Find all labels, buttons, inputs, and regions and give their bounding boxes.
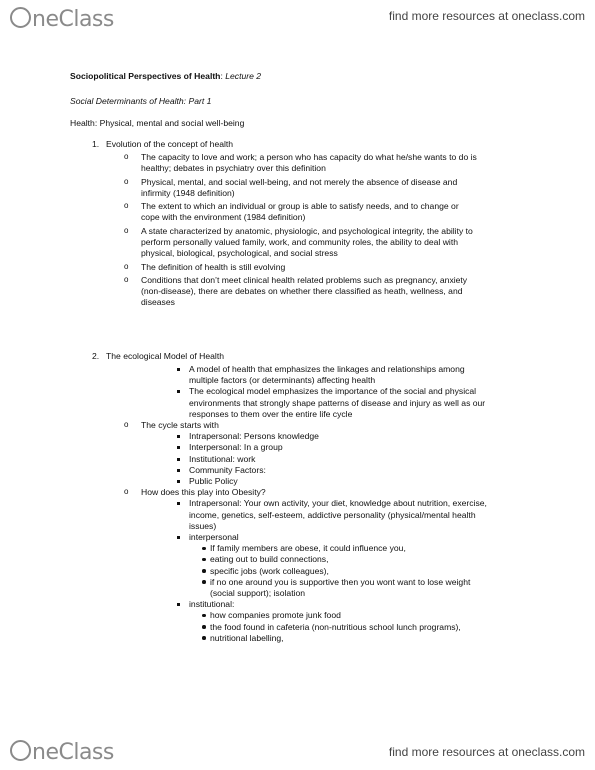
- logo-o-icon: [10, 7, 31, 28]
- cycle-item: Interpersonal: In a group: [189, 442, 283, 453]
- page-footer: [0, 732, 595, 770]
- intrapersonal-text: Intrapersonal: Your own activity, your diet, knowledge about nutrition, exercise,: [189, 498, 487, 509]
- round-bullet-icon: [202, 569, 206, 573]
- logo-o-icon: [10, 740, 31, 761]
- section1-item-text: healthy; debates in psychiatry over this definition: [141, 163, 326, 174]
- section1-item-text: perform personally valued family, work, and community roles, the ability to deal with: [141, 237, 458, 247]
- hollow-bullet-icon: o: [124, 176, 129, 186]
- institutional-item: nutritional labelling,: [210, 632, 284, 643]
- logo-text: neClass: [32, 7, 114, 32]
- round-bullet-icon: [202, 636, 206, 640]
- hollow-bullet-icon: o: [124, 201, 129, 211]
- square-bullet-icon: [177, 469, 180, 472]
- square-bullet-icon: [177, 368, 180, 371]
- model-description-text: The ecological model emphasizes the importance of the social and physical: [189, 386, 477, 397]
- interpersonal-item: eating out to build connections,: [210, 554, 329, 565]
- intrapersonal-text: income, genetics, self-esteem, addictive personality (physical/mental health: [189, 509, 476, 520]
- section1-item-text: Physical, mental, and social well-being, and not merely the absence of disease and: [141, 176, 458, 187]
- section1-item-text: Conditions that don’t meet clinical health related problems such as pregnancy, anxiety: [141, 275, 468, 285]
- section2-number: 2.: [92, 351, 100, 361]
- section1-item-text: physical, biological, psychological, and social stress: [141, 248, 338, 259]
- section1-item-text: The extent to which an individual or group is able to satisfy needs, and to change or: [141, 201, 459, 212]
- institutional-label: institutional:: [189, 599, 235, 610]
- interpersonal-item: if no one around you is supportive then you wont want to lose weight: [210, 576, 471, 587]
- oneclass-logo[interactable]: [10, 7, 114, 31]
- model-description-text: environments that strongly shape patterns of disease and injury as well as our: [189, 397, 486, 408]
- oneclass-footer-logo[interactable]: [10, 740, 114, 764]
- square-bullet-icon: [177, 536, 180, 539]
- hollow-bullet-icon: o: [124, 261, 129, 271]
- section1-number: 1.: [92, 139, 100, 149]
- square-bullet-icon: [177, 446, 180, 449]
- hollow-bullet-icon: o: [124, 487, 129, 497]
- round-bullet-icon: [202, 547, 206, 551]
- hollow-bullet-icon: o: [124, 420, 129, 429]
- cycle-item: Community Factors:: [189, 464, 266, 475]
- section1-heading: Evolution of the concept of health: [106, 139, 234, 149]
- section2-heading: The ecological Model of Health: [106, 351, 224, 361]
- section1-item-text: (non-disease), there are debates on whether there classified as heath, wellness, and: [141, 286, 463, 297]
- section1-item-text: diseases: [141, 297, 175, 308]
- institutional-item: the food found in cafeteria (non-nutritious school lunch programs),: [210, 621, 461, 632]
- round-bullet-icon: [202, 558, 206, 562]
- model-description-text: multiple factors (or determinants) affecting health: [189, 375, 376, 386]
- page-header: [0, 0, 595, 40]
- logo-text: neClass: [32, 740, 114, 765]
- section1-item-text: infirmity (1948 definition): [141, 187, 235, 198]
- square-bullet-icon: [177, 480, 180, 483]
- cycle-item: Public Policy: [189, 476, 238, 486]
- institutional-item: how companies promote junk food: [210, 610, 341, 621]
- interpersonal-label: interpersonal: [189, 532, 239, 542]
- intrapersonal-text: issues): [189, 520, 217, 531]
- section1-item-text: A state characterized by anatomic, physiologic, and psychological integrity, the ability to: [141, 225, 473, 236]
- model-description-text: A model of health that emphasizes the linkages and relationships among: [189, 364, 465, 374]
- round-bullet-icon: [202, 614, 206, 618]
- square-bullet-icon: [177, 390, 180, 393]
- footer-tagline-link[interactable]: find more resources at oneclass.com: [388, 745, 585, 759]
- hollow-bullet-icon: o: [124, 225, 129, 235]
- hollow-bullet-icon: o: [124, 275, 129, 284]
- square-bullet-icon: [177, 603, 180, 606]
- interpersonal-item: (social support); isolation: [210, 588, 306, 598]
- header-tagline-link[interactable]: find more resources at oneclass.com: [388, 9, 585, 23]
- cycle-item: Institutional: work: [189, 453, 256, 464]
- interpersonal-item: If family members are obese, it could influence you,: [210, 543, 406, 554]
- obesity-label: How does this play into Obesity?: [141, 487, 266, 498]
- round-bullet-icon: [202, 625, 206, 629]
- document-title: Sociopolitical Perspectives of Health: Lecture 2: [70, 71, 262, 81]
- hollow-bullet-icon: o: [124, 152, 129, 161]
- cycle-label: The cycle starts with: [141, 420, 219, 430]
- section1-item-text: cope with the environment (1984 definition): [141, 212, 306, 223]
- square-bullet-icon: [177, 502, 180, 505]
- model-description-text: responses to them over the entire life cycle: [189, 408, 353, 419]
- section1-item-text: The capacity to love and work; a person who has capacity do what he/she wants to do is: [141, 152, 477, 162]
- section1-item-text: The definition of health is still evolving: [141, 261, 286, 272]
- round-bullet-icon: [202, 580, 206, 584]
- interpersonal-item: specific jobs (work colleagues),: [210, 565, 329, 576]
- square-bullet-icon: [177, 458, 180, 461]
- cycle-item: Intrapersonal: Persons knowledge: [189, 431, 319, 442]
- document-subtitle: Social Determinants of Health: Part 1: [70, 96, 212, 106]
- health-heading: Health: Physical, mental and social well-being: [70, 118, 245, 128]
- square-bullet-icon: [177, 435, 180, 438]
